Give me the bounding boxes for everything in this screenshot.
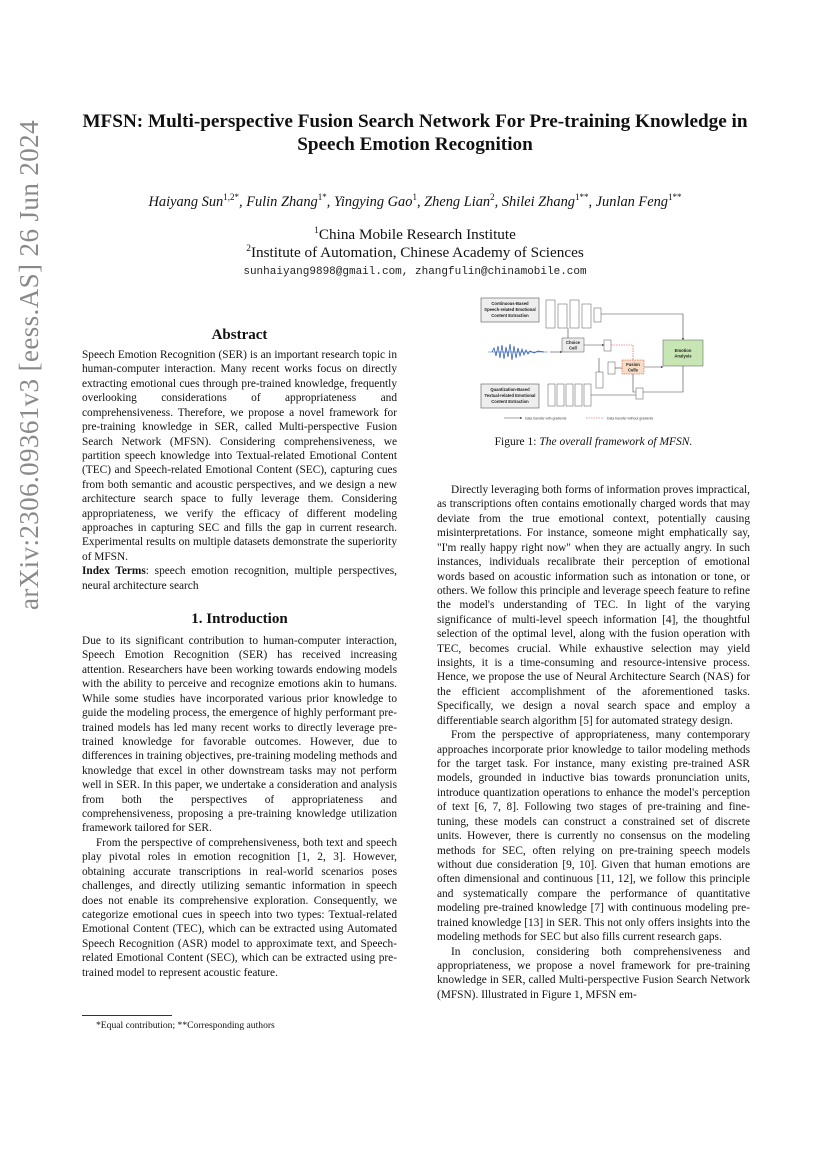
index-terms: : speech emotion recognition, multiple perspectives, neural architecture search <box>82 565 397 592</box>
box-top-line-1: Continuous-Based <box>491 301 529 306</box>
intro-paragraph: From the perspective of appropriateness, many contemporary approaches incorporate prior knowledge to tailor modeling methods for the target task. For instance, many existing pre-trained ASR models, grounded in inductive bias towards pronunciation units, introduce quantization operations to enhance the model's perception of text [6, 7, 8]. Following two stages of pre-training and fine-tuning, these models can construct a constrained set of discrete units. However, there is currently no consensus on the modeling methods for SEC, often relying on pre-training speech models without due consideration [9, 10]. Given that human emotions are often dimensional and continuous [11, 12], we follow this principle and systematically compare the performance of quantitative modeling pre-trained knowledge [7] with continuous modeling pre-trained knowledge [13] in SER. This not only offers insights into the modeling methods for SEC but also fills current research gaps. <box>437 729 750 944</box>
intro-paragraph: Directly leveraging both forms of information proves impractical, as transcriptions often contains emotionally charged words that may deviate from the true emotional context, potentially causing misinterpretations. For instance, someone might emphatically say, "I'm really happy right now" when they are actually angry. In such instances, individuals recalibrate their perception of emotional words based on acoustic information such as intonation or tone, or others. We follow this principle and leverage speech feature to refine the model's understanding of TEC. In light of the varying significance of multi-level speech information [4], the thoughtful selection of the optimal level, along with the fusion operation with TEC, becomes crucial. While exhaustive selection may yield insights, it is a time-consuming and resource-intensive process. Hence, we propose the use of Neural Architecture Search (NAS) for the efficient accomplishment of the aforementioned tasks. Specifically, we design a noval search space and employ a differentiable search algorithm [5] for automated strategy design. <box>437 484 750 727</box>
author-emails: sunhaiyang9898@gmail.com, zhangfulin@chinamobile.com <box>243 266 587 278</box>
index-terms-label: Index Terms <box>82 565 146 578</box>
affiliation-2: $^2$Institute of Automation, Chinese Academy of Sciences <box>246 244 584 262</box>
legend-solid: Data transfer with gradients <box>525 416 567 421</box>
legend-dashed: Data transfer without gradients <box>607 416 654 421</box>
footnote: *Equal contribution; **Corresponding authors <box>96 1020 275 1031</box>
fusion-line-2: Cells <box>627 367 639 373</box>
emotion-line-2: Analysis <box>674 353 692 359</box>
arxiv-identifier: arXiv:2306.09361v3 [eess.AS] 26 Jun 2024 <box>14 120 44 610</box>
figure-caption: Figure 1: The overall framework of MFSN. <box>494 436 693 448</box>
introduction-heading: 1. Introduction <box>191 611 288 627</box>
author: Shilei Zhang$^{1**}$ <box>501 192 589 210</box>
author-list: Haiyang Sun$^{1,2*}$, Fulin Zhang$^{1*}$, Yingying Gao$^1$, Zheng Lian$^2$, Shilei Zhang$^{1**}$, Junlan Feng$^{1**}$ <box>148 192 682 210</box>
figure-legend <box>504 416 653 420</box>
abstract-body <box>82 348 397 593</box>
box-bottom-line-2: Textual-related Emotional <box>484 393 536 398</box>
author: Junlan Feng$^{1**}$ <box>595 192 682 210</box>
affiliation-1: $^1$China Mobile Research Institute <box>314 226 516 244</box>
intro-paragraph: From the perspective of comprehensiveness, both text and speech play pivotal roles in emotion recognition [1, 2, 3]. However, obtaining accurate transcriptions in real-world scenarios poses challenges, and directly utilizing semantic information in speech does not enable its comprehensive exploration. Consequently, we categorize emotional cues in speech into two types: Textual-related Emotional Content (TEC), which can be extracted using Automated Speech Recognition (ASR) model to approximate text, and Speech-related Emotional Content (SEC), which can be extracted using pre-trained model to represent acoustic feature. <box>82 836 397 979</box>
author: Haiyang Sun$^{1,2*}$ <box>148 192 239 210</box>
intro-paragraph: Due to its significant contribution to human-computer interaction, Speech Emotion Recognition (SER) has received increasing attention. Researchers have been working towards endowing models with the ability to perceive and recognize emotions akin to humans. While some studies have incorporated various prior knowledge to guide the modeling process, the emergence of highly performant pre-trained models has led many recent works to directly leverage pre-trained knowledge for favorable outcomes. However, due to differences in training objectives, pre-training modeling methods and knowledge that excel in other downstream tasks may not perform well in SER. In this paper, we undertake a consideration and analysis from both the perspectives of appropriateness and comprehensiveness, proposing a pre-training knowledge utilization framework tailored for SER. <box>82 635 397 835</box>
choice-cell-line-1: Choice <box>566 340 580 345</box>
paper-title: MFSN: Multi-perspective Fusion Search Network For Pre-training Knowledge in Speech Emotion Recognition <box>82 111 748 155</box>
box-top-line-3: Content Extraction <box>491 313 529 318</box>
quantization-extraction-box <box>481 384 539 408</box>
choice-cell <box>562 338 584 352</box>
abstract-text: Speech Emotion Recognition (SER) is an important research topic in human-computer interaction. Many recent works focus on directly extracting emotional cues through pre-trained knowledge, frequently overlooking considerations of appropriateness and comprehensiveness. Therefore, we propose a novel framework for pre-training knowledge in SER, called Multi-perspective Fusion Search Network (MFSN). Considering comprehensiveness, we partition speech knowledge into Textual-related Emotional Content (TEC) and Speech-related Emotional Content (SEC), capturing cues from both semantic and acoustic perspectives, and we design a new architecture search space to fully leverage them. Considering appropriateness, we verify the efficacy of different modeling approaches in capturing SEC and fills the gap in current research. Experimental results on multiple datasets demonstrate the superiority of MFSN. <box>82 349 397 563</box>
fusion-line-1: Fusion <box>626 362 640 367</box>
introduction-right-column <box>437 483 750 1002</box>
author: Fulin Zhang$^{1*}$ <box>246 192 327 210</box>
box-bottom-line-1: Quantization-Based <box>490 387 530 392</box>
introduction-left-column <box>82 634 397 980</box>
abstract-heading: Abstract <box>211 327 268 343</box>
fusion-cells <box>622 360 644 374</box>
footnote-divider <box>82 1015 172 1016</box>
emotion-analysis <box>663 340 703 366</box>
framework-figure <box>478 296 710 428</box>
intro-paragraph: In conclusion, considering both comprehensiveness and appropriateness, we propose a novel framework for pre-training knowledge in SER, called Multi-perspective Fusion Search Network (MFSN). Illustrated in Figure 1, MFSN em- <box>437 945 750 1001</box>
emotion-line-1: Emotion <box>674 348 692 353</box>
top-layer-stack <box>546 300 601 328</box>
continuous-extraction-box <box>481 298 539 322</box>
box-top-line-2: Speech-related Emotional <box>484 307 536 312</box>
waveform <box>488 344 548 360</box>
box-bottom-line-3: Content Extraction <box>491 399 529 404</box>
author: Zheng Lian$^2$ <box>424 192 495 210</box>
choice-cell-line-2: Cell <box>569 345 577 351</box>
author: Yingying Gao$^1$ <box>333 192 417 210</box>
